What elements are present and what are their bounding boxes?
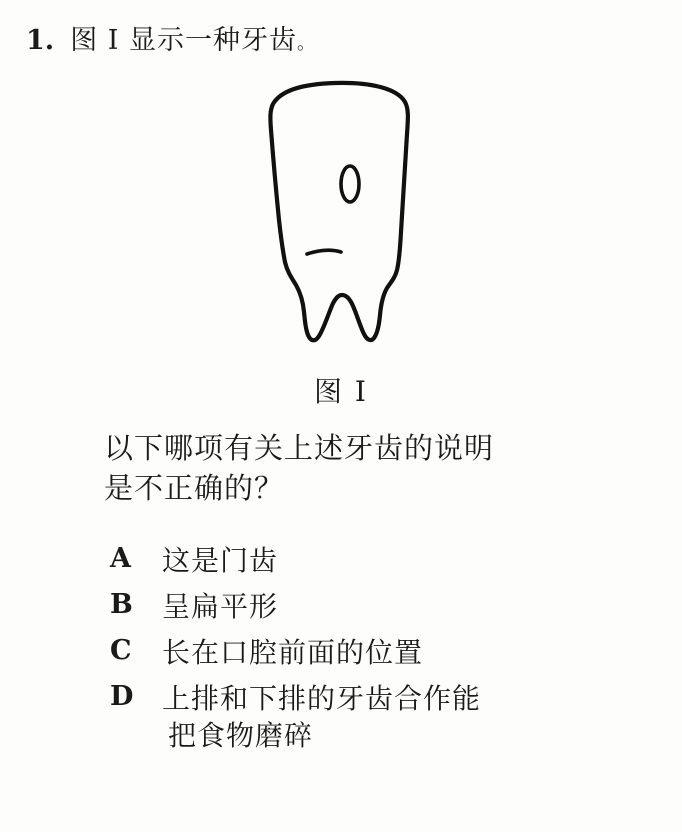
prompt-line-1: 以下哪项有关上述牙齿的说明 (104, 431, 495, 465)
option-text (162, 681, 481, 755)
question-stem: 图 I 显示一种牙齿。 (70, 25, 317, 56)
option-letter: C (110, 634, 132, 666)
option-text-line-1: 上排和下排的牙齿合作能 (162, 681, 482, 715)
option-a[interactable] (110, 543, 670, 580)
tooth-drawing (211, 72, 471, 362)
option-text: 这是门齿 (162, 544, 279, 577)
figure-caption: 图 I (314, 375, 368, 408)
option-c[interactable] (110, 635, 670, 672)
tooth-figure (0, 72, 682, 372)
question-heading (26, 18, 316, 57)
option-b[interactable] (110, 589, 670, 626)
option-letter: D (110, 680, 134, 712)
option-letter: A (110, 543, 131, 574)
question-prompt (104, 428, 664, 508)
option-text: 长在口腔前面的位置 (162, 635, 424, 669)
option-text-line-2: 把食物磨碎 (168, 718, 314, 752)
stem-period: 。 (297, 33, 317, 54)
option-text: 呈扁平形 (162, 589, 279, 623)
prompt-line-2: 是不正确的？ (104, 471, 285, 506)
question-number: 1. (26, 25, 55, 56)
option-letter: B (110, 588, 133, 620)
answer-options (110, 543, 670, 764)
option-d[interactable] (110, 681, 670, 755)
